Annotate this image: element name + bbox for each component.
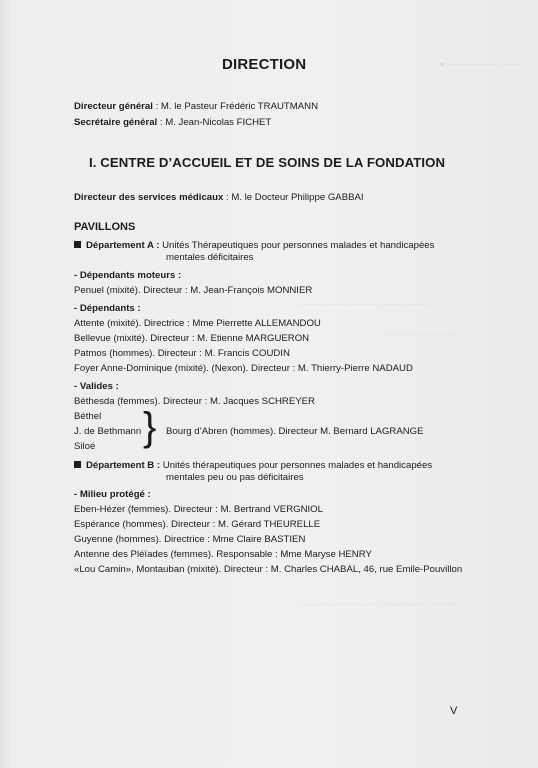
list-item: Foyer Anne-Dominique (mixité). (Nexon). Directeur : M. Thierry-Pierre NADAUD [74, 363, 413, 374]
list-item: Penuel (mixité). Directeur : M. Jean-François MONNIER [74, 285, 313, 296]
show-through-text: ——— ——— ——— ——— ——— [300, 300, 429, 309]
departement-a-line [74, 240, 434, 252]
milieu-protege-heading: - Milieu protégé : [74, 489, 151, 500]
directeur-services-medicaux-line [74, 192, 364, 204]
grouped-item: J. de Bethmann [74, 426, 142, 437]
show-through-text: ——— ——— ——— [380, 330, 457, 339]
show-through-text: ——— ——— ——— ——— ——— ——— [300, 600, 456, 609]
departement-b-desc: Unités thérapeutiques pour personnes malades et handicapées [162, 460, 433, 471]
departement-a-desc-cont: mentales déficitaires [166, 252, 254, 263]
valides-heading: - Valides : [74, 381, 119, 392]
directeur-general-line [74, 101, 318, 113]
dsm-label: Directeur des services médicaux [74, 192, 224, 203]
show-through-text: ■ ——— ——— ——— [440, 60, 524, 69]
list-item: Guyenne (hommes). Directrice : Mme Claire BASTIEN [74, 534, 306, 545]
secretaire-general-value: : M. Jean-Nicolas FICHET [157, 117, 272, 128]
directeur-general-value: : M. le Pasteur Frédéric TRAUTMANN [152, 101, 319, 112]
departement-b-line [74, 460, 432, 472]
list-item: Espérance (hommes). Directeur : M. Gérard THEURELLE [74, 519, 321, 530]
departement-b-label: Département B : [86, 460, 161, 471]
page-number: V [450, 705, 458, 717]
secretaire-general-label: Secrétaire général [74, 117, 158, 128]
list-item: Antenne des Pléïades (femmes). Responsable : Mme Maryse HENRY [74, 549, 372, 560]
pavillons-heading: PAVILLONS [74, 221, 136, 233]
grouped-item: Siloé [74, 441, 96, 452]
dependants-heading: - Dépendants : [74, 303, 141, 314]
list-item: Bellevue (mixité). Directeur : M. Etienne MARGUERON [74, 333, 310, 344]
section-heading: I. CENTRE D’ACCUEIL ET DE SOINS DE LA FONDATION [89, 155, 446, 170]
brace-icon: } [143, 405, 157, 449]
secretaire-general-line [74, 117, 271, 129]
list-item: Eben-Hézer (femmes). Directeur : M. Bertrand VERGNIOL [74, 504, 323, 515]
list-item: Attente (mixité). Directrice : Mme Pierrette ALLEMANDOU [74, 318, 321, 329]
dependants-moteurs-heading: - Dépendants moteurs : [74, 270, 182, 281]
square-bullet-icon [74, 241, 81, 248]
departement-a-desc: Unités Thérapeutiques pour personnes malades et handicapées [162, 240, 435, 251]
grouped-item-description: Bourg d’Abren (hommes). Directeur M. Bernard LAGRANGE [166, 426, 424, 437]
square-bullet-icon [74, 461, 81, 468]
departement-a-label: Département A : [86, 240, 160, 251]
page-title: DIRECTION [222, 56, 307, 73]
departement-b-desc-cont: mentales peu ou pas déficitaires [166, 472, 304, 483]
grouped-item: Béthel [74, 411, 102, 422]
list-item: Béthesda (femmes). Directeur : M. Jacques SCHREYER [74, 396, 315, 407]
list-item: «Lou Camin», Montauban (mixité). Directeur : M. Charles CHABAL, 46, rue Emile-Pouvillon [74, 564, 463, 575]
list-item: Patmos (hommes). Directeur : M. Francis COUDIN [74, 348, 290, 359]
dsm-value: : M. le Docteur Philippe GABBAI [223, 192, 364, 203]
directeur-general-label: Directeur général [74, 101, 153, 112]
